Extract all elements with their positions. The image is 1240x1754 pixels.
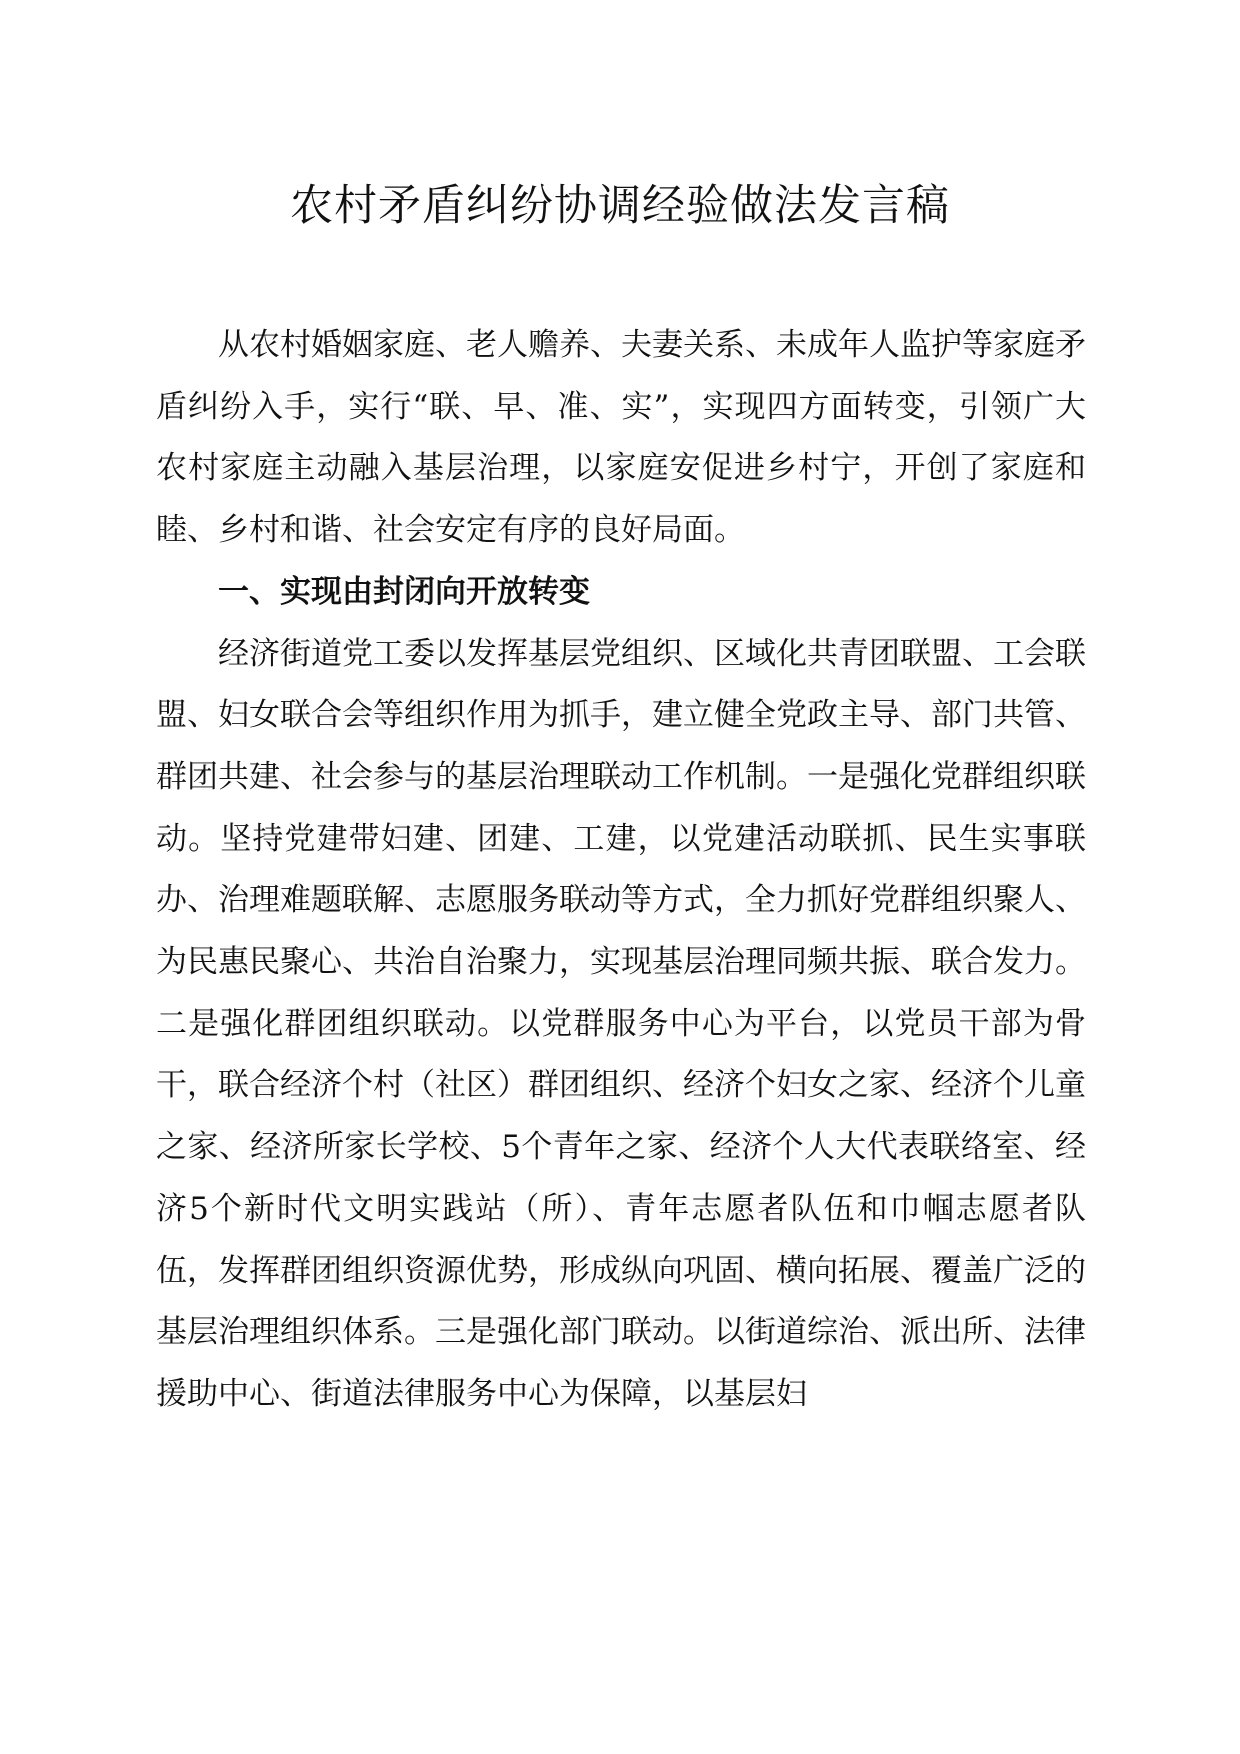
- document-title: 农村矛盾纠纷协调经验做法发言稿: [290, 181, 950, 231]
- intro-paragraph: 从农村婚姻家庭、老人赡养、夫妻关系、未成年人监护等家庭矛盾纠纷入手，实行“联、早、准、实”，实现四方面转变，引领广大农村家庭主动融入基层治理，以家庭安促进乡村宁，开创了家庭和睦、乡村和谐、社会安定有序的良好局面。: [156, 327, 1086, 549]
- section-heading: 一、实现由封闭向开放转变: [218, 573, 590, 610]
- section-paragraph: 经济街道党工委以发挥基层党组织、区域化共青团联盟、工会联盟、妇女联合会等组织作用为抓手，建立健全党政主导、部门共管、群团共建、社会参与的基层治理联动工作机制。一是强化党群组织联动。坚持党建带妇建、团建、工建，以党建活动联抓、民生实事联办、治理难题联解、志愿服务联动等方式，全力抓好党群组织聚人、为民惠民聚心、共治自治聚力，实现基层治理同频共振、联合发力。二是强化群团组织联动。以党群服务中心为平台，以党员干部为骨干，联合经济个村（社区）群团组织、经济个妇女之家、经济个儿童之家、经济所家长学校、5个青年之家、经济个人大代表联络室、经济5个新时代文明实践站（所）、青年志愿者队伍和巾帼志愿者队伍，发挥群团组织资源优势，形成纵向巩固、横向拓展、覆盖广泛的基层治理组织体系。三是强化部门联动。以街道综治、派出所、法律援助中心、街道法律服务中心为保障，以基层妇: [156, 635, 1086, 1412]
- document-body: [156, 315, 1086, 1426]
